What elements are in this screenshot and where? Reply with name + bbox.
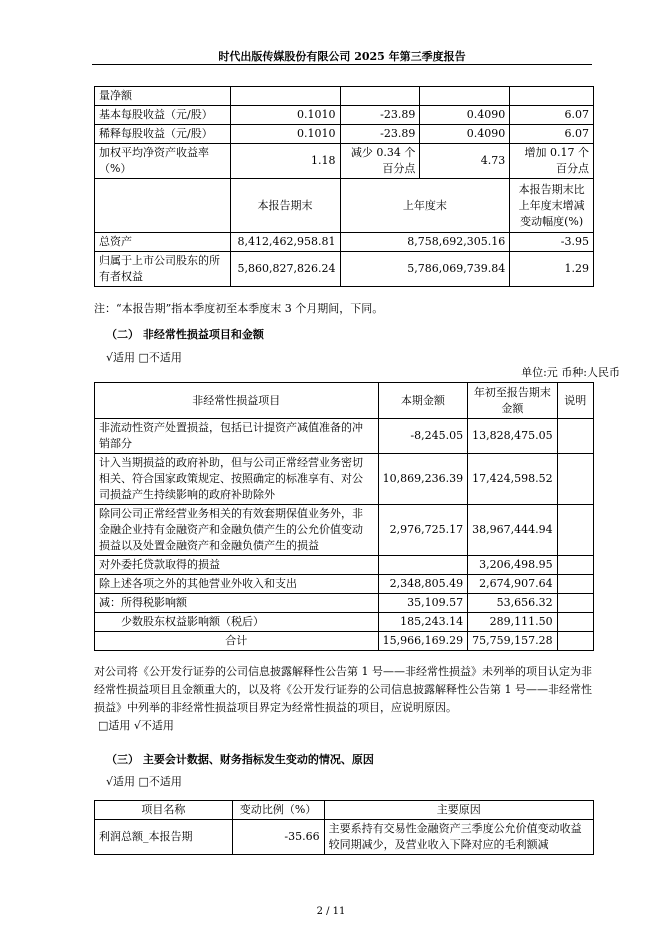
table-row: 除上述各项之外的其他营业外收入和支出 2,348,805.49 2,674,907.64 [95,575,594,594]
row-label: 稀释每股收益（元/股） [95,125,231,144]
table-row: 对外委托贷款取得的损益 3,206,498.95 [95,556,594,575]
table-header-row: 本报告期末 上年度末 本报告期末比上年度末增减变动幅度(%) [95,179,594,233]
page-header: 时代出版传媒股份有限公司 2025 年第三季度报告 [218,50,466,63]
row-label: 总资产 [95,233,231,252]
section-title-3: （三） 主要会计数据、财务指标发生变动的情况、原因 [106,753,374,766]
explanation-paragraph: 对公司将《公开发行证券的公司信息披露解释性公告第 1 号——非经常性损益》未列举的项目认定为非经常性损益项目且金额重大的，以及将《公开发行证券的公司信息披露解释性公告第 1 号——非经常性损益》中列举的非经常性损益项目界定为经常性损益的项目，应说明原因。 [94,665,592,714]
table-total-row: 合计 15,966,169.29 75,759,157.28 [95,632,594,651]
applicable-3: √适用 □不适用 [106,775,182,788]
table-row: 利润总额_本报告期 -35.66 主要系持有交易性金融资产三季度公允价值变动收益较同期减少，及营业收入下降对应的毛利额减 [95,820,594,855]
row-label: 基本每股收益（元/股） [95,106,231,125]
table-row: 归属于上市公司股东的所有者权益 5,860,827,826.24 5,786,069,739.84 1.29 [95,252,594,287]
table-row: 基本每股收益（元/股） 0.1010 -23.89 0.4090 6.07 [95,106,594,125]
non-recurring-table [94,382,594,651]
table-row: 稀释每股收益（元/股） 0.1010 -23.89 0.4090 6.07 [95,125,594,144]
change-reason-table [94,800,594,855]
applicable-2b: □适用 √不适用 [98,719,174,732]
table-header-row: 非经常性损益项目 本期金额 年初至报告期末金额 说明 [95,383,594,419]
table-row: 计入当期损益的政府补助，但与公司正常经营业务密切相关、符合国家政策规定、按照确定的标准享有、对公司损益产生持续影响的政府补助除外 10,869,236.39 17,424,598.52 [95,454,594,505]
note-text: 注：“本报告期”指本季度初至本季度末 3 个月期间，下同。 [94,302,384,315]
table-row [95,87,594,106]
page-number: 2 / 11 [316,906,346,917]
table-row: 除同公司正常经营业务相关的有效套期保值业务外，非金融企业持有金融资产和金融负债产生的公允价值变动损益以及处置金融资产和金融负债产生的损益 2,976,725.17 38,967,444.94 [95,505,594,556]
row-label: 量净额 [95,87,231,106]
header-rule [92,64,592,65]
applicable-2: √适用 □不适用 [106,351,182,364]
table-row: 少数股东权益影响额（税后） 185,243.14 289,111.50 [95,613,594,632]
table-row: 加权平均净资产收益率（%） 1.18 减少 0.34 个百分点 4.73 增加 0.17 个百分点 [95,144,594,179]
unit-label: 单位:元 币种:人民币 [521,366,620,379]
table-row: 减：所得税影响额 35,109.57 53,656.32 [95,594,594,613]
row-label: 加权平均净资产收益率（%） [95,144,231,179]
row-label: 归属于上市公司股东的所有者权益 [95,252,231,287]
table-header-row: 项目名称 变动比例（%） 主要原因 [95,801,594,820]
table-row: 非流动性资产处置损益，包括已计提资产减值准备的冲销部分 -8,245.05 13,828,475.05 [95,419,594,454]
table-row: 总资产 8,412,462,958.81 8,758,692,305.16 -3.95 [95,233,594,252]
section-title-2: （二） 非经常性损益项目和金额 [106,328,264,341]
financial-summary-table [94,86,594,287]
